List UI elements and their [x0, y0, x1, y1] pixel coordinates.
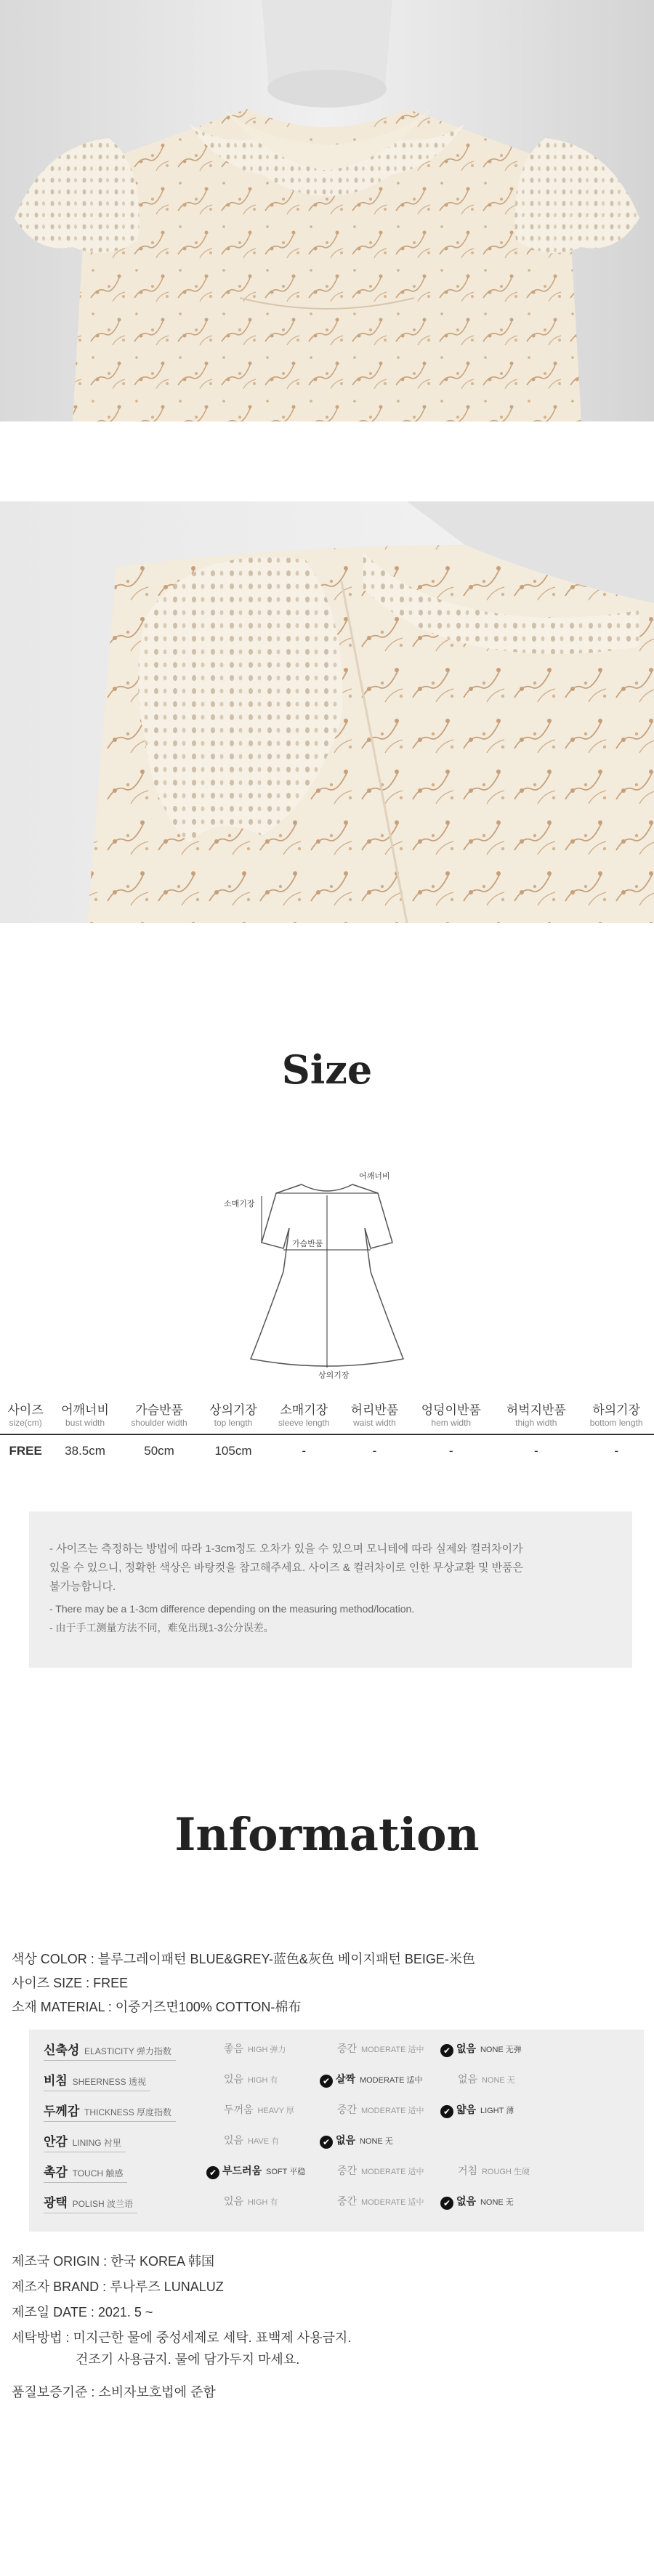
col-subheader: top length — [214, 1418, 253, 1428]
product-photo-collar-front — [0, 0, 654, 421]
option-label-en: NONE 无弹 — [480, 2046, 522, 2054]
col-subheader: waist width — [353, 1418, 396, 1428]
col-header: 엉덩이반품 — [421, 1403, 481, 1417]
attribute-name: 안감 — [44, 2135, 68, 2149]
attribute-label — [44, 2192, 133, 2210]
info-warranty: 품질보증기준 : 소비자보호법에 준함 — [12, 2385, 216, 2399]
checkmark-icon: ✔ — [320, 2136, 333, 2149]
table-cell: 38.5cm — [51, 1434, 119, 1467]
option-label: 중간 — [337, 2195, 358, 2207]
attribute-label — [44, 2162, 123, 2180]
attribute-option-selected — [320, 2133, 393, 2149]
attribute-option-selected — [440, 2041, 522, 2057]
attribute-option — [224, 2072, 278, 2086]
option-label-en: NONE 无 — [481, 2076, 515, 2085]
diagram-label-sleeve: 소매기장 — [224, 1200, 255, 1208]
option-label: 있음 — [224, 2134, 244, 2146]
size-note: 불가능합니다. — [49, 1580, 116, 1593]
attribute-name: 두께감 — [44, 2104, 80, 2118]
table-cell: - — [408, 1434, 493, 1467]
col-header: 허벅지반품 — [506, 1403, 566, 1417]
option-label-en: NONE 无 — [480, 2198, 514, 2207]
size-table-header-ko — [0, 1399, 654, 1418]
col-subheader: hem width — [431, 1418, 472, 1428]
info-wash-2: 건조기 사용금지. 물에 담가두지 마세요. — [76, 2352, 300, 2367]
col-header: 어깨너비 — [61, 1403, 109, 1417]
attribute-option — [337, 2163, 424, 2178]
size-diagram — [224, 1163, 421, 1381]
option-label: 없음 — [456, 2043, 477, 2054]
info-color: 색상 COLOR : 블루그레이패턴 BLUE&GREY-蓝色&灰色 베이지패턴 BEIGE-米色 — [12, 1952, 475, 1966]
attribute-option — [224, 2194, 278, 2208]
size-note: - 사이즈는 측정하는 방법에 따라 1-3cm정도 오차가 있을 수 있으며 모니테에 따라 실제와 컬러차이가 — [49, 1543, 523, 1555]
option-label-en: MODERATE 适中 — [360, 2168, 424, 2176]
option-label-en: HAVE 有 — [247, 2137, 280, 2146]
option-label-en: HIGH 弹力 — [247, 2046, 286, 2054]
attribute-name-en: TOUCH 触感 — [72, 2168, 124, 2179]
info-section-title: Information — [174, 1808, 480, 1861]
attribute-option — [224, 2041, 286, 2056]
option-label: 없음 — [458, 2073, 478, 2085]
info-material: 소재 MATERIAL : 이중거즈면100% COTTON-棉布 — [12, 2000, 302, 2014]
attribute-label — [44, 2131, 121, 2149]
option-label-en: NONE 无 — [359, 2137, 393, 2146]
diagram-label-shoulder: 어깨너비 — [359, 1172, 390, 1181]
info-brand: 제조자 BRAND : 루나루즈 LUNALUZ — [12, 2280, 224, 2294]
checkmark-icon: ✔ — [440, 2044, 453, 2057]
info-origin: 제조국 ORIGIN : 한국 KOREA 韩国 — [12, 2254, 214, 2269]
option-label: 없음 — [456, 2195, 477, 2207]
col-subheader: sleeve length — [278, 1418, 330, 1428]
option-label: 없음 — [336, 2134, 356, 2146]
attribute-option — [337, 2102, 424, 2117]
option-label: 중간 — [337, 2165, 358, 2176]
attribute-name: 광택 — [44, 2196, 68, 2210]
col-subheader: bust width — [65, 1418, 105, 1428]
table-cell: - — [578, 1434, 654, 1467]
attribute-option — [458, 2163, 530, 2178]
option-label: 있음 — [224, 2195, 244, 2207]
attribute-name-en: LINING 衬里 — [72, 2138, 121, 2148]
attribute-option-selected — [440, 2102, 514, 2118]
col-subheader: bottom length — [589, 1418, 643, 1428]
product-photo-sleeve-detail — [0, 501, 654, 923]
col-subheader: shoulder width — [131, 1418, 187, 1428]
option-label-en: HIGH 有 — [247, 2198, 278, 2207]
dress-outline-icon — [233, 1163, 421, 1381]
option-label-en: MODERATE 适中 — [360, 2107, 424, 2115]
option-label: 중간 — [337, 2043, 358, 2054]
attribute-option — [224, 2133, 279, 2147]
attribute-option — [337, 2194, 424, 2208]
option-label: 좋음 — [224, 2043, 244, 2054]
size-note: - There may be a 1-3cm difference depending on the measuring method/location. — [49, 1603, 415, 1615]
diagram-label-bust: 가슴반품 — [292, 1240, 323, 1248]
table-row — [0, 1434, 654, 1467]
option-label: 부드러움 — [222, 2165, 262, 2176]
option-label: 얇음 — [456, 2104, 477, 2115]
attribute-name-en: ELASTICITY 弹力指数 — [84, 2046, 171, 2056]
option-label-en: LIGHT 薄 — [480, 2107, 514, 2115]
size-table — [0, 1399, 654, 1467]
attribute-label — [44, 2101, 171, 2119]
option-label-en: MODERATE 适中 — [360, 2046, 424, 2054]
attribute-name: 촉감 — [44, 2165, 68, 2179]
option-label: 살짝 — [336, 2073, 356, 2085]
col-subheader: thigh width — [515, 1418, 557, 1428]
option-label: 있음 — [224, 2073, 244, 2085]
fabric-attributes-box — [29, 2030, 644, 2232]
checkmark-icon: ✔ — [440, 2197, 453, 2210]
table-cell: 50cm — [119, 1434, 199, 1467]
table-cell: - — [493, 1434, 578, 1467]
diagram-label-length: 상의기장 — [318, 1371, 350, 1380]
attribute-label — [44, 2040, 171, 2058]
col-header: 소매기장 — [280, 1403, 328, 1417]
option-label-en: SOFT 平稳 — [266, 2168, 306, 2176]
size-note: 있을 수 있으니, 정확한 색상은 바탕컷을 참고해주세요. 사이즈 & 컬러차이로 인한 무상교환 및 반품은 — [49, 1562, 524, 1574]
option-label-en: MODERATE 适中 — [359, 2076, 423, 2085]
attribute-option — [337, 2041, 424, 2056]
checkmark-icon: ✔ — [440, 2105, 453, 2118]
col-subheader: size(cm) — [9, 1418, 42, 1428]
col-header: 가슴반품 — [135, 1403, 183, 1417]
option-label-en: MODERATE 适中 — [360, 2198, 424, 2207]
attribute-option-selected — [320, 2072, 423, 2088]
attribute-name-en: SHEERNESS 透视 — [72, 2077, 146, 2087]
table-cell: 105cm — [199, 1434, 267, 1467]
option-label-en: HIGH 有 — [247, 2076, 278, 2085]
attribute-name: 신축성 — [44, 2043, 80, 2057]
attribute-option-selected — [206, 2163, 305, 2179]
col-header: 상의기장 — [209, 1403, 257, 1417]
attribute-name-en: POLISH 波兰语 — [72, 2199, 133, 2209]
size-notes-box — [29, 1511, 632, 1668]
table-cell: FREE — [0, 1434, 51, 1467]
option-label: 거침 — [458, 2165, 478, 2176]
col-header: 하의기장 — [592, 1403, 641, 1417]
col-header: 사이즈 — [7, 1403, 44, 1417]
size-table-header-en — [0, 1418, 654, 1434]
info-date: 제조일 DATE : 2021. 5 ~ — [12, 2305, 153, 2319]
checkmark-icon: ✔ — [206, 2166, 219, 2179]
checkmark-icon: ✔ — [320, 2075, 333, 2088]
option-label-en: ROUGH 生硬 — [481, 2168, 530, 2176]
attribute-option-selected — [440, 2194, 514, 2210]
attribute-name: 비침 — [44, 2074, 68, 2088]
size-section-title: Size — [281, 1046, 373, 1093]
info-size: 사이즈 SIZE : FREE — [12, 1976, 129, 1990]
table-cell: - — [341, 1434, 409, 1467]
option-label: 중간 — [337, 2104, 358, 2115]
attribute-label — [44, 2070, 146, 2088]
col-header: 허리반품 — [350, 1403, 399, 1417]
option-label: 두꺼움 — [224, 2104, 254, 2115]
table-cell: - — [267, 1434, 341, 1467]
attribute-option — [224, 2102, 294, 2117]
attribute-name-en: THICKNESS 厚度指数 — [84, 2107, 172, 2117]
attribute-option — [458, 2072, 515, 2086]
info-wash: 세탁방법 : 미지근한 물에 중성세제로 세탁. 표백제 사용금지. — [12, 2330, 352, 2345]
size-note: - 由于手工测量方法不同，难免出现1-3公分误差。 — [49, 1622, 274, 1634]
option-label-en: HEAVY 厚 — [257, 2107, 294, 2115]
